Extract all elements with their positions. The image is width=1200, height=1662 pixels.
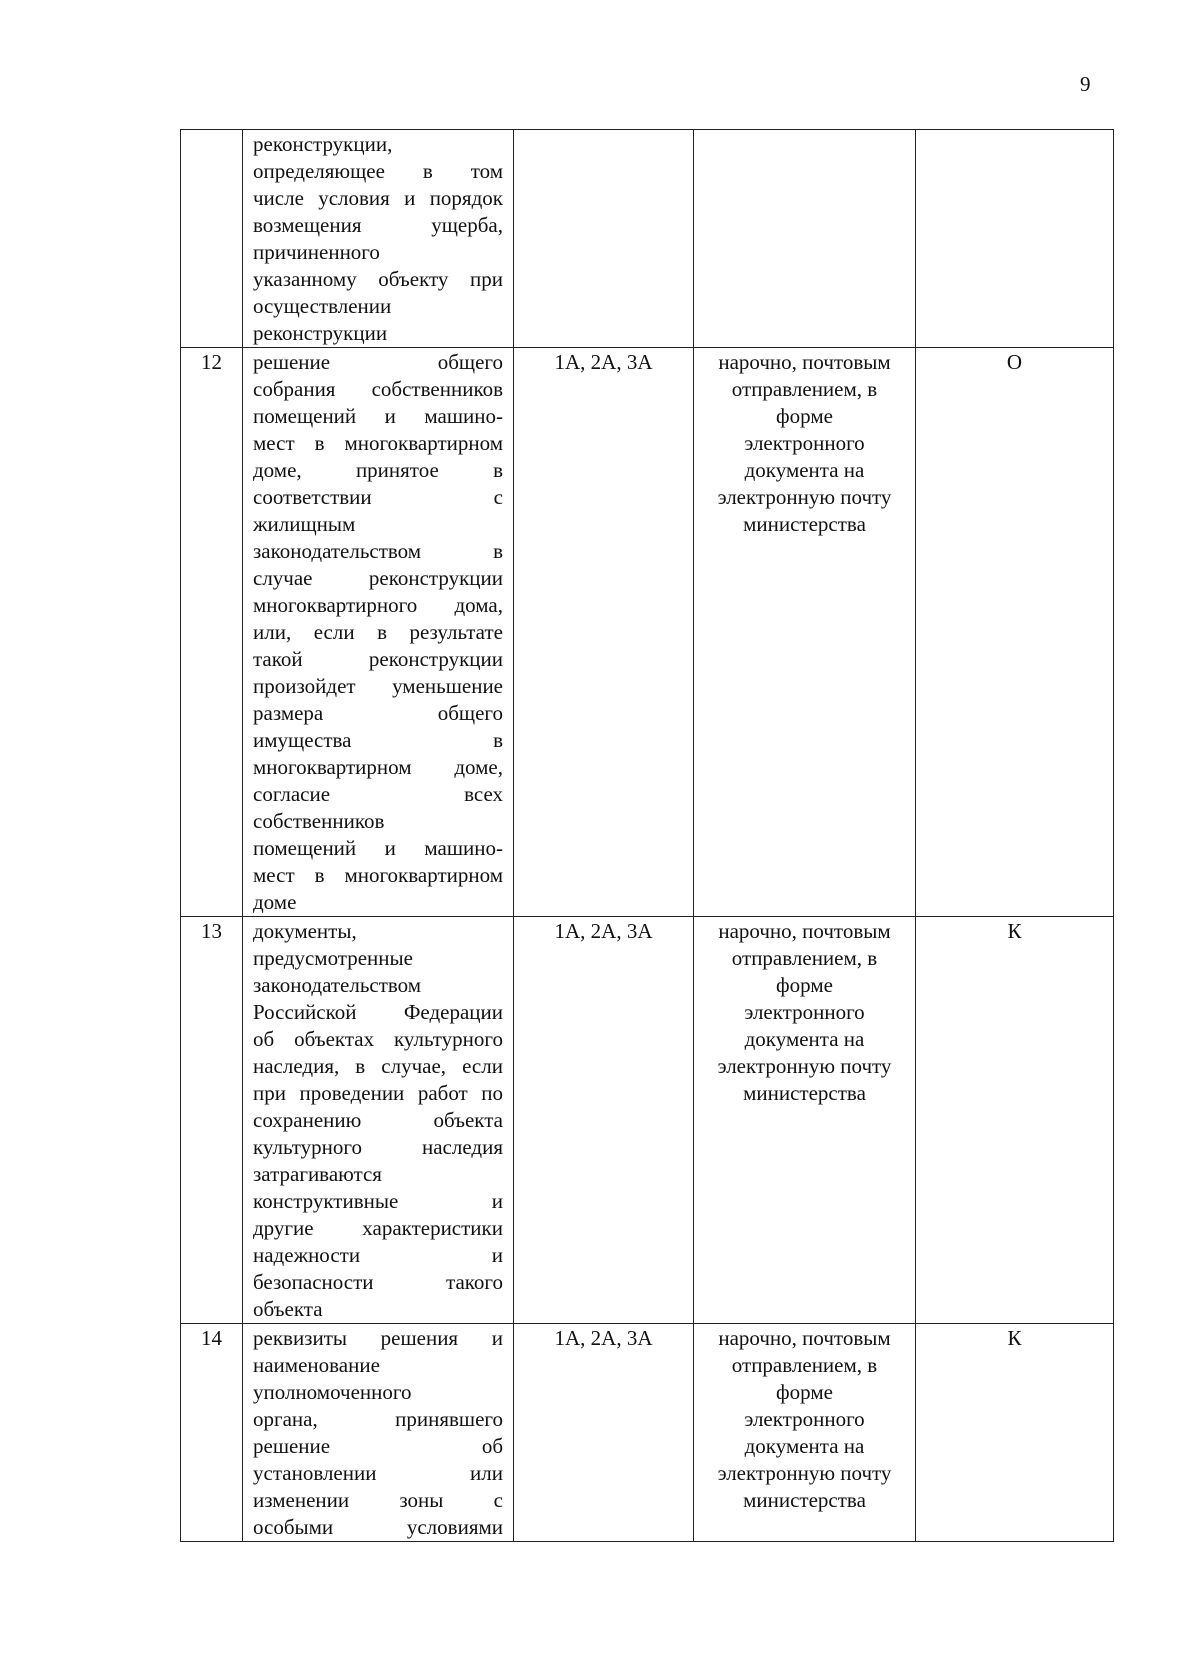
submission-method-line: электронную почту [717,1054,892,1078]
submission-method-line: электронного [744,431,865,455]
document-name-line: собрания собственников [253,377,503,401]
submission-method-line: электронного [744,1407,865,1431]
document-name-line: изменении зоны с [253,1488,503,1512]
document-name-line: предусмотренные [253,946,413,970]
document-name-line: согласие всех [253,782,503,806]
submission-method-line: министерства [743,512,866,536]
document-name-line: возмещения ущерба, [253,213,503,237]
document-name-line: наследия, в случае, если [253,1054,503,1078]
submission-method-cell [694,348,916,917]
submission-method-line: министерства [743,1081,866,1105]
document-name-line: документы, [253,919,357,943]
document-name-cell [243,348,514,917]
document-type-cell [916,130,1114,348]
documents-table [180,129,1114,1542]
document-name-cell [243,917,514,1324]
categories-cell: 1А, 2А, 3А [514,917,694,1324]
table-body [181,130,1114,1542]
submission-method-line: нарочно, почтовым [718,350,891,374]
document-name-line: уполномоченного [253,1380,412,1404]
document-type-cell: К [916,917,1114,1324]
document-name-line: законодательством [253,973,422,997]
document-name-line: решение общего [253,350,503,374]
document-name-line: случае реконструкции [253,566,503,590]
document-name-line: об объектах культурного [253,1027,503,1051]
document-name-line: решение об [253,1434,503,1458]
document-name-line: определяющее в том [253,159,503,183]
document-name-line: реквизиты решения и [253,1326,503,1350]
document-name-line: реконструкции, [253,132,393,156]
document-name-line: культурного наследия [253,1135,503,1159]
submission-method-line: электронного [744,1000,865,1024]
document-name-line: или, если в результате [253,620,503,644]
table-row [181,917,1114,1324]
document-name-cell [243,1324,514,1542]
document-name-line: числе условия и порядок [253,186,503,210]
document-name-line: произойдет уменьшение [253,674,503,698]
submission-method-line: электронную почту [717,1461,892,1485]
document-name-line: такой реконструкции [253,647,503,671]
document-name-line: осуществлении [253,294,392,318]
document-name-line: мест в многоквартирном [253,863,503,887]
document-name-line: Российской Федерации [253,1000,503,1024]
document-name-line: многоквартирном доме, [253,755,503,779]
submission-method-cell [694,130,916,348]
table-row [181,348,1114,917]
submission-method-line: отправлением, в [731,946,878,970]
submission-method-line: министерства [743,1488,866,1512]
categories-cell: 1А, 2А, 3А [514,1324,694,1542]
page-number: 9 [1080,72,1091,96]
submission-method-cell [694,1324,916,1542]
document-name-line: при проведении работ по [253,1081,503,1105]
document-name-line: указанному объекту при [253,267,503,291]
row-number-cell: 13 [181,917,243,1324]
document-name-cell [243,130,514,348]
categories-cell: 1А, 2А, 3А [514,348,694,917]
document-name-line: реконструкции [253,321,388,345]
row-number-cell: 14 [181,1324,243,1542]
submission-method-cell [694,917,916,1324]
submission-method-line: нарочно, почтовым [718,919,891,943]
document-name-line: установлении или [253,1461,503,1485]
submission-method-line: документа на [744,1434,865,1458]
row-number-cell [181,130,243,348]
document-name-line: помещений и машино- [253,404,503,428]
submission-method-line: документа на [744,1027,865,1051]
document-name-line: имущества в [253,728,503,752]
table-row [181,130,1114,348]
submission-method-line: форме [776,1380,833,1404]
submission-method-line: электронную почту [717,485,892,509]
document-name-line: многоквартирного дома, [253,593,503,617]
submission-method-line: форме [776,404,833,428]
document-name-line: особыми условиями [253,1515,503,1539]
document-name-line: надежности и [253,1243,503,1267]
document-name-line: соответствии с [253,485,503,509]
categories-cell [514,130,694,348]
document-name-line: конструктивные и [253,1189,503,1213]
document-name-line: безопасности такого [253,1270,503,1294]
document-name-line: доме [253,890,297,914]
document-name-line: наименование [253,1353,380,1377]
submission-method-line: отправлением, в [731,377,878,401]
document-name-line: доме, принятое в [253,458,503,482]
table-row [181,1324,1114,1542]
document-name-line: органа, принявшего [253,1407,503,1431]
document-name-line: мест в многоквартирном [253,431,503,455]
document-name-line: причиненного [253,240,380,264]
document-name-line: собственников [253,809,385,833]
document-name-line: затрагиваются [253,1162,382,1186]
document-name-line: другие характеристики [253,1216,503,1240]
document-name-line: размера общего [253,701,503,725]
document-name-line: законодательством в [253,539,503,563]
submission-method-line: отправлением, в [731,1353,878,1377]
submission-method-line: документа на [744,458,865,482]
row-number-cell: 12 [181,348,243,917]
document-name-line: сохранению объекта [253,1108,503,1132]
document-name-line: жилищным [253,512,356,536]
submission-method-line: нарочно, почтовым [718,1326,891,1350]
submission-method-line: форме [776,973,833,997]
document-name-line: помещений и машино- [253,836,503,860]
document-name-line: объекта [253,1297,323,1321]
document-type-cell: О [916,348,1114,917]
document-type-cell: К [916,1324,1114,1542]
